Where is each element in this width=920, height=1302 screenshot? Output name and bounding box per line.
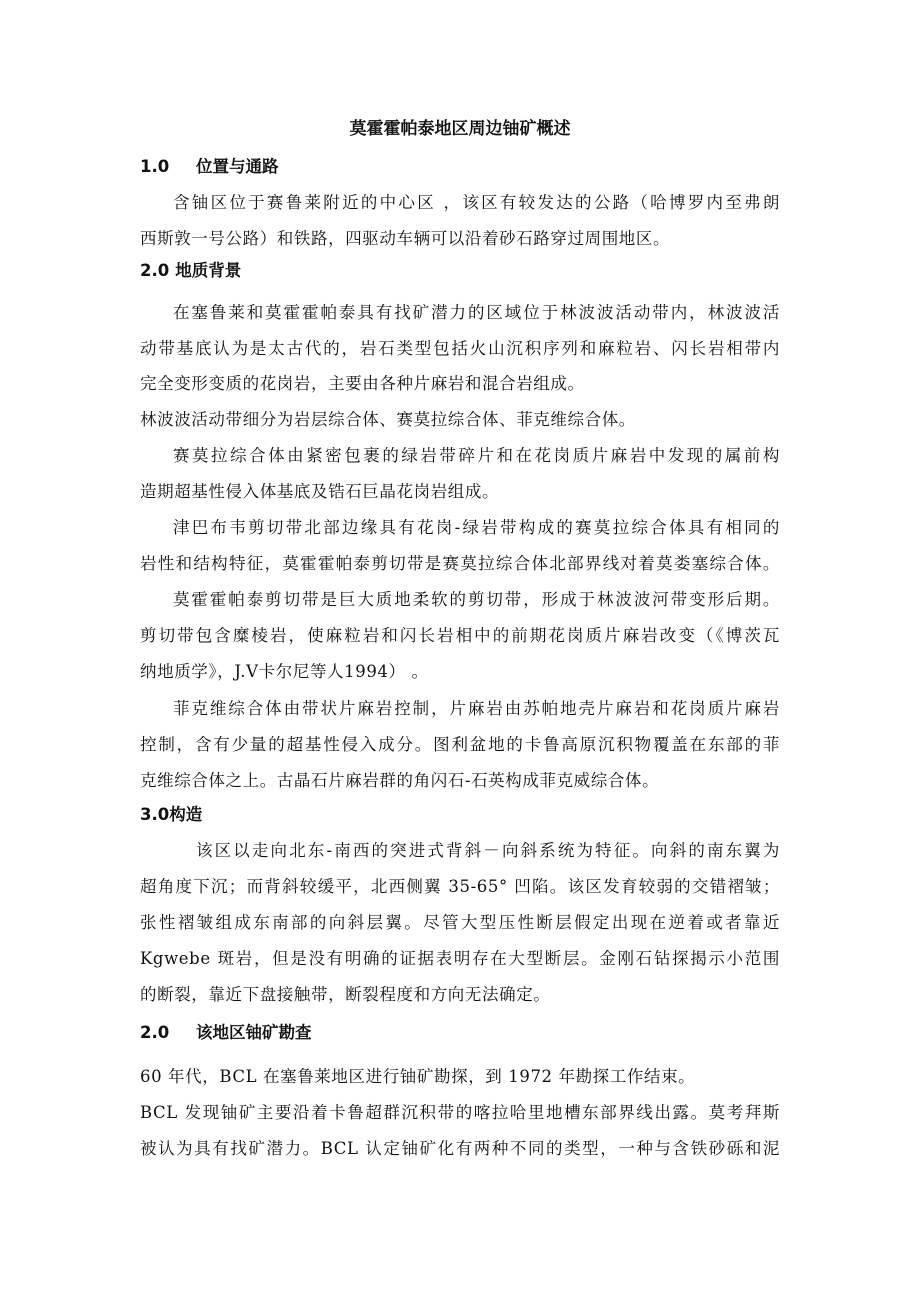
paragraph-line: 西斯敦一号公路）和铁路，四驱动车辆可以沿着砂石路穿过周围地区。 — [140, 229, 671, 248]
paragraph-line: 张性褶皱组成东南部的向斜层翼。尽管大型压性断层假定出现在逆着或者靠近 — [140, 913, 780, 932]
paragraph-line: 的断裂，靠近下盘接触带，断裂程度和方向无法确定。 — [140, 985, 551, 1004]
section-heading-structure — [140, 802, 202, 828]
section-heading-location — [140, 154, 279, 180]
paragraph-line: 被认为具有找矿潜力。BCL 认定铀矿化有两种不同的类型，一种与含铁砂砾和泥 — [140, 1139, 780, 1158]
paragraph-line: 津巴布韦剪切带北部边缘具有花岗-绿岩带构成的赛莫拉综合体具有相同的 — [173, 518, 780, 537]
paragraph-line: 莫霍霍帕泰剪切带是巨大质地柔软的剪切带，形成于林波波河带变形后期。 — [173, 590, 780, 609]
paragraph-line: Kgwebe 斑岩，但是没有明确的证据表明存在大型断层。金刚石钻探揭示小范围 — [140, 949, 780, 968]
paragraph-line: 造期超基性侵入体基底及锆石巨晶花岗岩组成。 — [140, 482, 500, 501]
section-title: 构造 — [169, 805, 203, 824]
paragraph-line: 林波波活动带细分为岩层综合体、赛莫拉综合体、菲克维综合体。 — [140, 410, 636, 429]
section-number: 3.0 — [140, 805, 170, 824]
paragraph-line: BCL 发现铀矿主要沿着卡鲁超群沉积带的喀拉哈里地槽东部界线出露。莫考拜斯 — [140, 1103, 780, 1122]
section-heading-exploration — [140, 1020, 312, 1046]
section-title: 该地区铀矿勘查 — [196, 1023, 312, 1042]
paragraph-line: 该区以走向北东-南西的突进式背斜－向斜系统为特征。向斜的南东翼为 — [196, 841, 780, 860]
paragraph-line: 纳地质学》，J.V卡尔尼等人1994） 。 — [140, 662, 429, 681]
paragraph-line: 菲克维综合体由带状片麻岩控制，片麻岩由苏帕地壳片麻岩和花岗质片麻岩 — [173, 699, 780, 718]
paragraph-line: 克维综合体之上。古晶石片麻岩群的角闪石-石英构成菲克威综合体。 — [140, 771, 660, 790]
paragraph-line: 超角度下沉；而背斜较缓平，北西侧翼 35-65° 凹陷。该区发育较弱的交错褶皱； — [140, 877, 780, 896]
paragraph-line: 动带基底认为是太古代的，岩石类型包括火山沉积序列和麻粒岩、闪长岩相带内 — [140, 339, 780, 358]
paragraph-line: 岩性和结构特征，莫霍霍帕泰剪切带是赛莫拉综合体北部界线对着莫娄塞综合体。 — [140, 554, 780, 573]
paragraph-line: 剪切带包含糜棱岩，使麻粒岩和闪长岩相中的前期花岗质片麻岩改变（《博茨瓦 — [140, 626, 780, 645]
section-number: 2.0 — [140, 1023, 170, 1042]
document-title: 莫霍霍帕泰地区周边铀矿概述 — [349, 119, 571, 139]
section-title: 地质背景 — [175, 261, 242, 280]
paragraph-line: 60 年代，BCL 在塞鲁莱地区进行铀矿勘探，到 1972 年勘探工作结束。 — [140, 1067, 696, 1086]
paragraph-line: 赛莫拉综合体由紧密包裹的绿岩带碎片和在花岗质片麻岩中发现的属前构 — [173, 446, 780, 465]
section-title: 位置与通路 — [196, 157, 279, 176]
section-number: 1.0 — [140, 157, 170, 176]
section-number: 2.0 — [140, 261, 170, 280]
section-heading-geology — [140, 258, 241, 284]
paragraph-line: 在塞鲁莱和莫霍霍帕泰具有找矿潜力的区域位于林波波活动带内，林波波活 — [173, 303, 780, 322]
paragraph-line: 含铀区位于赛鲁莱附近的中心区 ，该区有较发达的公路（哈博罗内至弗朗 — [173, 193, 780, 212]
paragraph-line: 完全变形变质的花岗岩，主要由各种片麻岩和混合岩组成。 — [140, 374, 585, 393]
paragraph-line: 控制，含有少量的超基性侵入成分。图利盆地的卡鲁高原沉积物覆盖在东部的菲 — [140, 735, 780, 754]
